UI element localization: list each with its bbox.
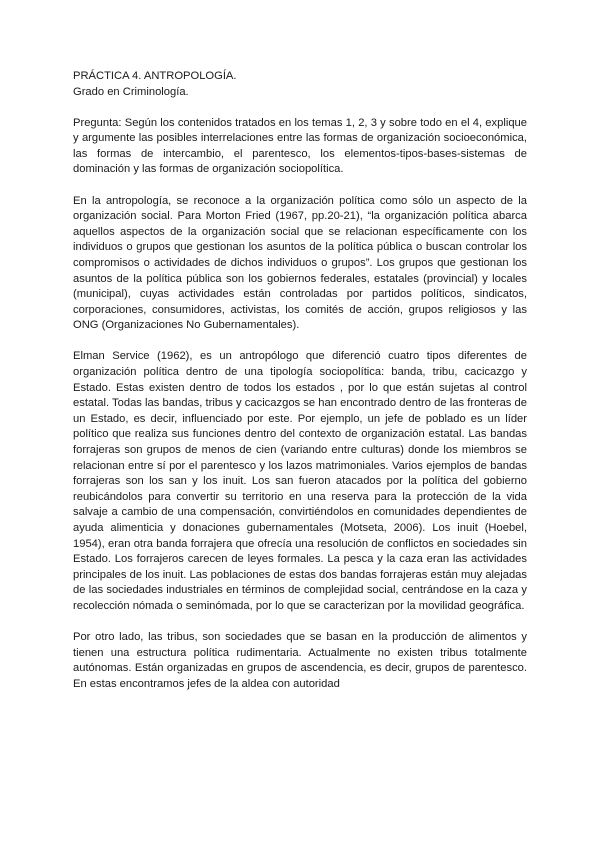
question-paragraph: Pregunta: Según los contenidos tratados en los temas 1, 2, 3 y sobre todo en el 4, explique y argumente las posibles interrelaciones entre las formas de organización socioeconómica, las formas de intercambio, el parentesco, los elementos-tipos-bases-sistemas de dominación y las formas de organización sociopolítica.: [73, 116, 527, 176]
body-paragraph-2: Elman Service (1962), es un antropólogo que diferenció cuatro tipos diferentes de organización política dentro de una tipología sociopolítica: banda, tribu, cacicazgo y Estado. Estas existen dentro de todos los estados , por lo que están sujetas al control estatal. Todas las bandas, tribus y cacicazgos se han encontrado dentro de las fronteras de un Estado, es decir, influenciado por este. Por ejemplo, un jefe de poblado es un líder político que realiza sus funciones dentro del contexto de organización estatal. Las bandas forrajeras son grupos de menos de cien (variando entre culturas) donde los miembros se relacionan entre sí por el parentesco y los lazos matrimoniales. Varios ejemplos de bandas forrajeras son los san y los inuit. Los san fueron atacados por la política del gobierno reubicándolos para convertir su territorio en una reserva para la protección de la vida salvaje a cambio de una compensación, convirtiéndolos en comunidades dependientes de ayuda alimenticia y donaciones gubernamentales (Motseta, 2006). Los inuit (Hoebel, 1954), eran otra banda forrajera que ofrecía una resolución de conflictos en sociedades sin Estado. Los forrajeros carecen de leyes formales. La pesca y la caza eran las actividades principales de los inuit. Las poblaciones de estas dos bandas forrajeras están muy alejadas de las sociedades industriales en términos de complejidad social, centrándose en la caza y recolección nómada o seminómada, por lo que se caracterizan por la movilidad geográfica.: [73, 350, 527, 612]
document-title: PRÁCTICA 4. ANTROPOLOGÍA.: [73, 70, 237, 82]
body-paragraph-3: Por otro lado, las tribus, son sociedades que se basan en la producción de alimentos y tienen una estructura política rudimentaria. Actualmente no existen tribus totalmente autónomas. Están organizadas en grupos de ascendencia, es decir, grupos de parentesco. En estas encontramos jefes de la aldea con autoridad: [73, 631, 527, 690]
body-paragraph-1: En la antropología, se reconoce a la organización política como sólo un aspecto de la organización social. Para Morton Fried (1967, pp.20-21), “la organización política abarca aquellos aspectos de la organización social que se relacionan específicamente con los individuos o grupos que gestionan los asuntos de la política pública o buscan controlar los compromisos o actividades de dichos individuos o grupos”. Los grupos que gestionan los asuntos de la política pública son los gobiernos federales, estatales (provincial) y locales (municipal), cuyas actividades están controladas por partidos políticos, sindicatos, corporaciones, consumidores, activistas, los comités de acción, grupos religiosos y las ONG (Organizaciones No Gubernamentales).: [73, 194, 527, 332]
document-subtitle: Grado en Criminología.: [73, 85, 189, 98]
